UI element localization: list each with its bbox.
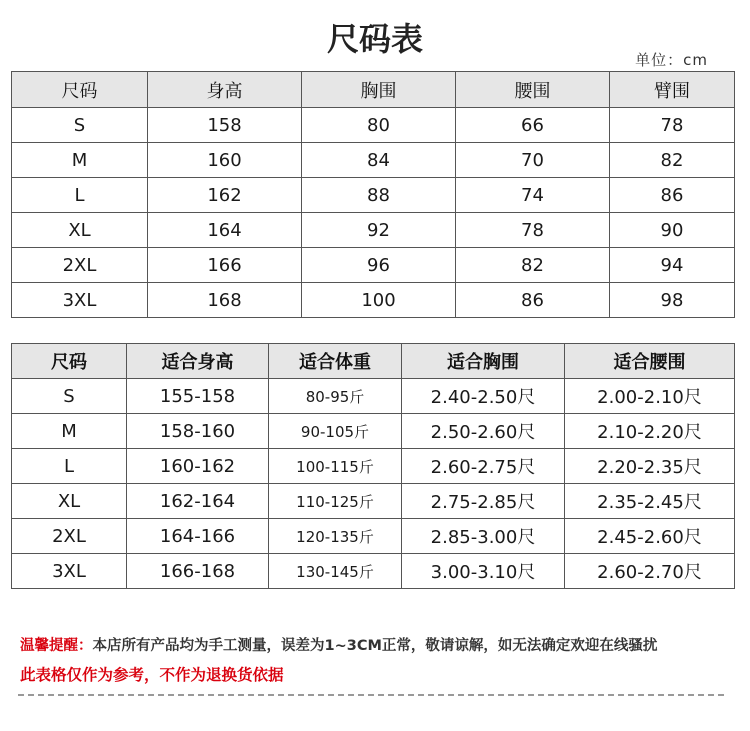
cell-fit-height: 164-166 — [127, 519, 269, 554]
cell-fit-weight: 120-135斤 — [269, 519, 402, 554]
table-header-row — [12, 72, 735, 108]
cell-chest: 100 — [302, 283, 456, 318]
cell-fit-chest: 2.85-3.00尺 — [402, 519, 565, 554]
header-size: 尺码 — [12, 344, 127, 379]
cell-fit-chest: 2.40-2.50尺 — [402, 379, 565, 414]
cell-fit-weight: 130-145斤 — [269, 554, 402, 589]
cell-fit-waist: 2.35-2.45尺 — [565, 484, 735, 519]
size-table-cm — [11, 71, 735, 318]
cell-size: XL — [12, 484, 127, 519]
cell-arm: 78 — [610, 108, 735, 143]
header-fit-weight: 适合体重 — [269, 344, 402, 379]
cell-waist: 74 — [456, 178, 610, 213]
table-row — [12, 108, 735, 143]
cell-size: L — [12, 178, 148, 213]
cell-size: 2XL — [12, 248, 148, 283]
cell-fit-weight: 100-115斤 — [269, 449, 402, 484]
cell-fit-chest: 3.00-3.10尺 — [402, 554, 565, 589]
table-header-row — [12, 344, 735, 379]
cell-chest: 92 — [302, 213, 456, 248]
table-row — [12, 414, 735, 449]
table-row — [12, 519, 735, 554]
unit-label: 单位：cm — [635, 51, 708, 69]
notice-text: 本店所有产品均为手工测量，误差为1~3CM正常，敬请谅解，如无法确定欢迎在线骚扰 — [92, 638, 658, 654]
cell-fit-chest: 2.60-2.75尺 — [402, 449, 565, 484]
size-table-fit — [11, 343, 735, 589]
cell-fit-weight: 80-95斤 — [269, 379, 402, 414]
cell-fit-chest: 2.50-2.60尺 — [402, 414, 565, 449]
cell-size: 3XL — [12, 554, 127, 589]
cell-fit-height: 155-158 — [127, 379, 269, 414]
table-row — [12, 213, 735, 248]
cell-arm: 94 — [610, 248, 735, 283]
table-row — [12, 143, 735, 178]
cell-height: 162 — [148, 178, 302, 213]
cell-size: 2XL — [12, 519, 127, 554]
cell-fit-waist: 2.10-2.20尺 — [565, 414, 735, 449]
header-fit-waist: 适合腰围 — [565, 344, 735, 379]
cell-arm: 98 — [610, 283, 735, 318]
table-row — [12, 379, 735, 414]
cell-size: S — [12, 108, 148, 143]
cell-fit-waist: 2.20-2.35尺 — [565, 449, 735, 484]
cell-fit-chest: 2.75-2.85尺 — [402, 484, 565, 519]
cell-fit-height: 166-168 — [127, 554, 269, 589]
cell-fit-waist: 2.45-2.60尺 — [565, 519, 735, 554]
dashed-divider — [18, 694, 724, 696]
cell-chest: 88 — [302, 178, 456, 213]
cell-fit-waist: 2.00-2.10尺 — [565, 379, 735, 414]
cell-size: L — [12, 449, 127, 484]
cell-height: 160 — [148, 143, 302, 178]
cell-waist: 86 — [456, 283, 610, 318]
table-row — [12, 449, 735, 484]
cell-arm: 90 — [610, 213, 735, 248]
cell-fit-height: 162-164 — [127, 484, 269, 519]
cell-height: 164 — [148, 213, 302, 248]
notice-line-1 — [20, 634, 740, 655]
cell-size: XL — [12, 213, 148, 248]
cell-fit-waist: 2.60-2.70尺 — [565, 554, 735, 589]
table-row — [12, 484, 735, 519]
cell-fit-weight: 90-105斤 — [269, 414, 402, 449]
cell-fit-height: 160-162 — [127, 449, 269, 484]
header-height: 身高 — [148, 72, 302, 108]
cell-height: 168 — [148, 283, 302, 318]
cell-waist: 78 — [456, 213, 610, 248]
notice-line-2: 此表格仅作为参考，不作为退换货依据 — [20, 666, 284, 684]
notice-label: 温馨提醒： — [20, 638, 93, 654]
cell-fit-height: 158-160 — [127, 414, 269, 449]
header-chest: 胸围 — [302, 72, 456, 108]
cell-height: 158 — [148, 108, 302, 143]
cell-chest: 84 — [302, 143, 456, 178]
header-waist: 腰围 — [456, 72, 610, 108]
table-row — [12, 554, 735, 589]
table-row — [12, 248, 735, 283]
cell-arm: 82 — [610, 143, 735, 178]
cell-size: M — [12, 414, 127, 449]
cell-size: M — [12, 143, 148, 178]
table-row — [12, 283, 735, 318]
cell-waist: 66 — [456, 108, 610, 143]
header-fit-chest: 适合胸围 — [402, 344, 565, 379]
cell-size: S — [12, 379, 127, 414]
cell-height: 166 — [148, 248, 302, 283]
cell-fit-weight: 110-125斤 — [269, 484, 402, 519]
cell-waist: 70 — [456, 143, 610, 178]
table-row — [12, 178, 735, 213]
header-arm: 臂围 — [610, 72, 735, 108]
cell-waist: 82 — [456, 248, 610, 283]
header-size: 尺码 — [12, 72, 148, 108]
cell-chest: 80 — [302, 108, 456, 143]
cell-chest: 96 — [302, 248, 456, 283]
header-fit-height: 适合身高 — [127, 344, 269, 379]
cell-arm: 86 — [610, 178, 735, 213]
page-title: 尺码表 — [326, 20, 423, 58]
cell-size: 3XL — [12, 283, 148, 318]
